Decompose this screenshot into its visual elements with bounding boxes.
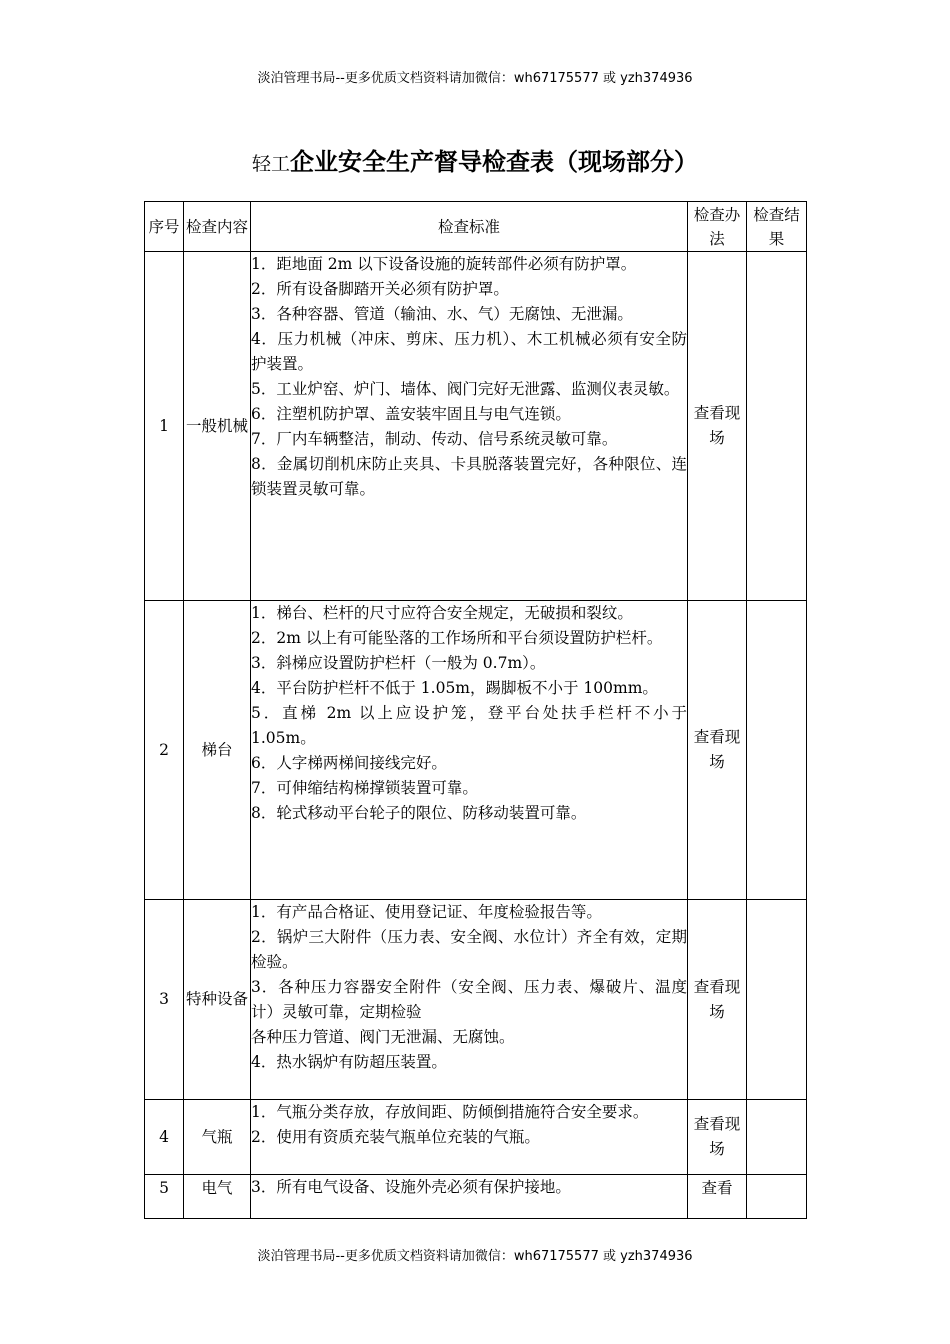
row-result-cell[interactable] [747,252,807,601]
standard-item: 4．压力机械（冲床、剪床、压力机）、木工机械必须有安全防护装置。 [251,330,687,373]
standard-item: 6．注塑机防护罩、盖安装牢固且与电气连锁。 [251,405,571,423]
row-no: 5 [145,1175,184,1219]
table-row [145,900,807,1100]
row-standard [251,900,688,1100]
inspection-table [144,201,807,1219]
title-prefix: 轻工 [251,153,290,175]
row-standard [251,601,688,900]
standard-item: 3．各种压力容器安全附件（安全阀、压力表、爆破片、温度计）灵敏可靠，定期检验 [251,978,687,1021]
header-standard: 检查标准 [251,202,688,252]
row-result-cell[interactable] [747,1175,807,1219]
row-content: 电气 [184,1175,251,1219]
standard-item: 7．厂内车辆整洁，制动、传动、信号系统灵敏可靠。 [251,430,618,448]
table-row [145,601,807,900]
header-result: 检查结果 [747,202,807,252]
row-content: 一般机械 [184,252,251,601]
standard-item: 2．所有设备脚踏开关必须有防护罩。 [251,280,509,298]
page-header: 淡泊管理书局--更多优质文档资料请加微信：wh67175577 或 yzh374936 [257,71,693,86]
row-content: 气瓶 [184,1100,251,1175]
standard-item: 8．金属切削机床防止夹具、卡具脱落装置完好，各种限位、连锁装置灵敏可靠。 [251,455,687,498]
standard-item: 各种压力管道、阀门无泄漏、无腐蚀。 [251,1028,515,1046]
standard-item: 7．可伸缩结构梯撑锁装置可靠。 [251,779,478,797]
page-footer: 淡泊管理书局--更多优质文档资料请加微信：wh67175577 或 yzh374936 [257,1249,693,1264]
row-no: 2 [145,601,184,900]
title-main: 企业安全生产督导检查表（现场部分） [290,147,698,176]
row-method: 查看现场 [688,900,747,1100]
row-method: 查看现场 [688,601,747,900]
table-row [145,1175,807,1219]
standard-item: 8．轮式移动平台轮子的限位、防移动装置可靠。 [251,804,587,822]
row-result-cell[interactable] [747,900,807,1100]
table-row [145,1100,807,1175]
header-method: 检查办法 [688,202,747,252]
row-no: 3 [145,900,184,1100]
row-standard [251,1175,688,1219]
row-method: 查看现场 [688,252,747,601]
standard-item: 2．2m 以上有可能坠落的工作场所和平台须设置防护栏杆。 [251,629,663,647]
row-no: 1 [145,252,184,601]
row-content: 梯台 [184,601,251,900]
row-standard [251,1100,688,1175]
standard-item: 5．工业炉窑、炉门、墙体、阀门完好无泄露、监测仪表灵敏。 [251,380,680,398]
standard-item: 3．斜梯应设置防护栏杆（一般为 0.7m）。 [251,654,546,672]
header-row [145,202,807,252]
row-result-cell[interactable] [747,601,807,900]
standard-item: 2．使用有资质充装气瓶单位充装的气瓶。 [251,1128,540,1146]
standard-item: 1．距地面 2m 以下设备设施的旋转部件必须有防护罩。 [251,255,637,273]
header-content: 检查内容 [184,202,251,252]
standard-item: 6．人字梯两梯间接线完好。 [251,754,447,772]
standard-item: 3．所有电气设备、设施外壳必须有保护接地。 [251,1178,571,1196]
row-no: 4 [145,1100,184,1175]
standard-item: 2．锅炉三大附件（压力表、安全阀、水位计）齐全有效，定期检验。 [251,928,687,971]
document-title [0,142,950,177]
table-row [145,252,807,601]
standard-item: 4．平台防护栏杆不低于 1.05m，踢脚板不小于 100mm。 [251,679,658,697]
standard-item: 4．热水锅炉有防超压装置。 [251,1053,447,1071]
standard-item: 3．各种容器、管道（输油、水、气）无腐蚀、无泄漏。 [251,305,633,323]
row-standard [251,252,688,601]
row-method: 查看现场 [688,1100,747,1175]
row-content: 特种设备 [184,900,251,1100]
standard-item: 1．梯台、栏杆的尺寸应符合安全规定，无破损和裂纹。 [251,604,633,622]
row-result-cell[interactable] [747,1100,807,1175]
standard-item: 1．有产品合格证、使用登记证、年度检验报告等。 [251,903,602,921]
standard-item: 5．直梯 2m 以上应设护笼，登平台处扶手栏杆不小于 1.05m。 [251,704,687,747]
row-method: 查看 [688,1175,747,1219]
standard-item: 1．气瓶分类存放，存放间距、防倾倒措施符合安全要求。 [251,1103,649,1121]
header-no: 序号 [145,202,184,252]
